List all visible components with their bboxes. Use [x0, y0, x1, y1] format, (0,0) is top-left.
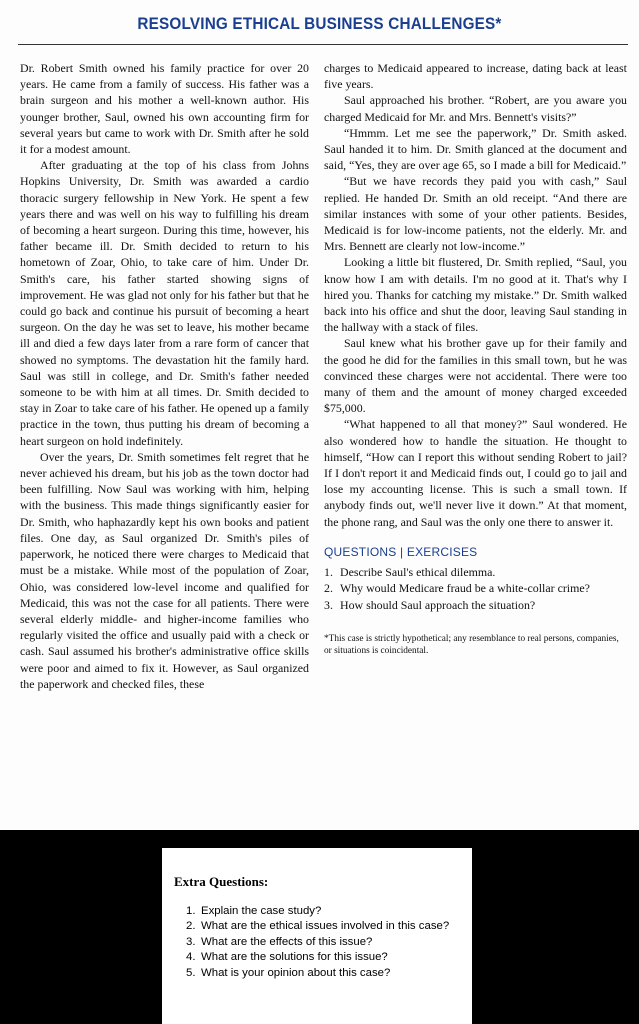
left-column [20, 60, 309, 692]
extra-question-text: What is your opinion about this case? [201, 966, 391, 979]
extra-question-item [186, 950, 449, 965]
extra-question-text: Explain the case study? [201, 905, 322, 917]
question-number: 2. [324, 581, 333, 596]
case-paragraph: charges to Medicaid appeared to increase, dating back at least five years. [324, 61, 627, 92]
extra-question-item [186, 966, 449, 981]
question-item [324, 564, 627, 580]
extra-question-number: 5. [186, 966, 196, 979]
question-number: 1. [324, 565, 333, 580]
case-paragraph: Saul approached his brother. “Robert, are you aware you charged Medicaid for Mr. and Mrs. Bennett's visits?” [324, 93, 627, 124]
case-paragraph: After graduating at the top of his class from Johns Hopkins University, Dr. Smith was awarded a cardio thoracic surgery fellowship in New York. He spent a few years there and was well on his way to fulfilling his dream of becoming a heart surgeon. During this time, however, his father became ill. Dr. Smith decided to return to his hometown of Zoar, Ohio, to take care of him. Under Dr. Smith's care, his father started showing signs of improvement. He was glad not only for his father but that he could go back and continue his pursuit of becoming a heart surgeon. On the day he was set to leave, his mother became ill and died a few days later from a rare form of cancer that showed no symptoms. The devastation hit the family hard. Saul was still in college, and Dr. Smith's father needed someone to be with him at all times. Dr. Smith decided to stay in Zoar to take care of his father. He opened up a family practice in the town, thus putting his dream of becoming a heart surgeon on hold indefinitely. [20, 158, 309, 448]
case-paragraph: Over the years, Dr. Smith sometimes felt regret that he never achieved his dream, but his job as the town doctor had been fulfilling. Now Saul was working with him, helping with the business. This made things significantly easier for Dr. Smith, who haphazardly kept his own books and patient files. One day, as Saul organized Dr. Smith's piles of paperwork, he noticed there were charges to Medicaid that must be a mistake. While most of the population of Zoar, Ohio, was considered low-level income and qualified for Medicaid, this was not the case for all patients. There were several elderly middle- and higher-income families who regularly visited the office and usually paid with a check or cash. Saul assumed his brother's administrative office skills were poor and aimed to fix it. However, as Saul organized the paperwork and checked files, these [20, 449, 309, 691]
title-divider [18, 44, 628, 45]
extra-question-number: 2. [186, 920, 196, 933]
case-paragraph: “Hmmm. Let me see the paperwork,” Dr. Smith asked. Saul handed it to him. Dr. Smith glanced at the document and said, “Yes, they are over age 65, so I made a bill for Medicaid.” [324, 125, 627, 173]
case-paragraph: “But we have records they paid you with cash,” Saul replied. He handed Dr. Smith an old receipt. “And there are similar instances with some of your other patients. Besides, Medicaid is for low-income patients, not the elderly. Mr. and Mrs. Bennett are clearly not low-income.” [324, 174, 627, 254]
extra-question-text: What are the effects of this issue? [201, 935, 373, 948]
extra-question-number: 3. [186, 935, 196, 948]
question-item [324, 597, 627, 613]
case-paragraph: Saul knew what his brother gave up for their family and the good he did for the families in this small town, but he was convinced these charges were not accidental. There were too many of them and the amount of money charged exceeded $75,000. [324, 336, 627, 416]
case-paragraph: “What happened to all that money?” Saul wondered. He also wondered how to handle the situation. He thought to himself, “How can I report this without sending Robert to jail? If I don't report it and Medicaid finds out, I could go to jail and lose my accounting license. This is such a small town. If anybody finds out, we'll never live it down.” At that moment, the phone rang, and Saul was the only one there to answer it. [324, 417, 627, 529]
extra-question-item [186, 935, 449, 950]
case-paragraph: Dr. Robert Smith owned his family practice for over 20 years. He came from a family of success. His father was a brain surgeon and his mother a well-known author. His younger brother, Saul, owned his own accounting firm for several years but came to work with Dr. Smith after he sold it for a modest amount. [20, 61, 309, 157]
extra-question-item [186, 919, 449, 934]
page-title: RESOLVING ETHICAL BUSINESS CHALLENGES* [137, 14, 502, 33]
question-text: Why would Medicare fraud be a white-collar crime? [340, 581, 590, 596]
questions-list [324, 564, 627, 613]
extra-question-text: What are the solutions for this issue? [201, 951, 388, 964]
right-column [324, 60, 627, 657]
extra-question-number: 4. [186, 951, 196, 964]
questions-heading: QUESTIONS | EXERCISES [324, 544, 478, 559]
extra-questions-box [162, 848, 472, 1024]
case-paragraph: Looking a little bit flustered, Dr. Smith replied, “Saul, you know how I am with details. I'm no good at it. That's why I hired you. Thanks for catching my mistake.” Dr. Smith walked back into his office and shut the door, leaving Saul standing in the hallway with a stack of files. [324, 255, 627, 335]
question-text: Describe Saul's ethical dilemma. [340, 565, 496, 580]
question-number: 3. [324, 597, 333, 612]
extra-question-text: What are the ethical issues involved in this case? [201, 920, 450, 933]
extra-question-item [186, 904, 449, 919]
extra-question-number: 1. [186, 905, 196, 917]
footnote: *This case is strictly hypothetical; any resemblance to real persons, companies, or situations is coincidental. [324, 633, 619, 656]
question-text: How should Saul approach the situation? [340, 597, 536, 612]
question-item [324, 580, 627, 596]
extra-questions-list [186, 904, 449, 981]
extra-questions-title: Extra Questions: [174, 874, 269, 889]
